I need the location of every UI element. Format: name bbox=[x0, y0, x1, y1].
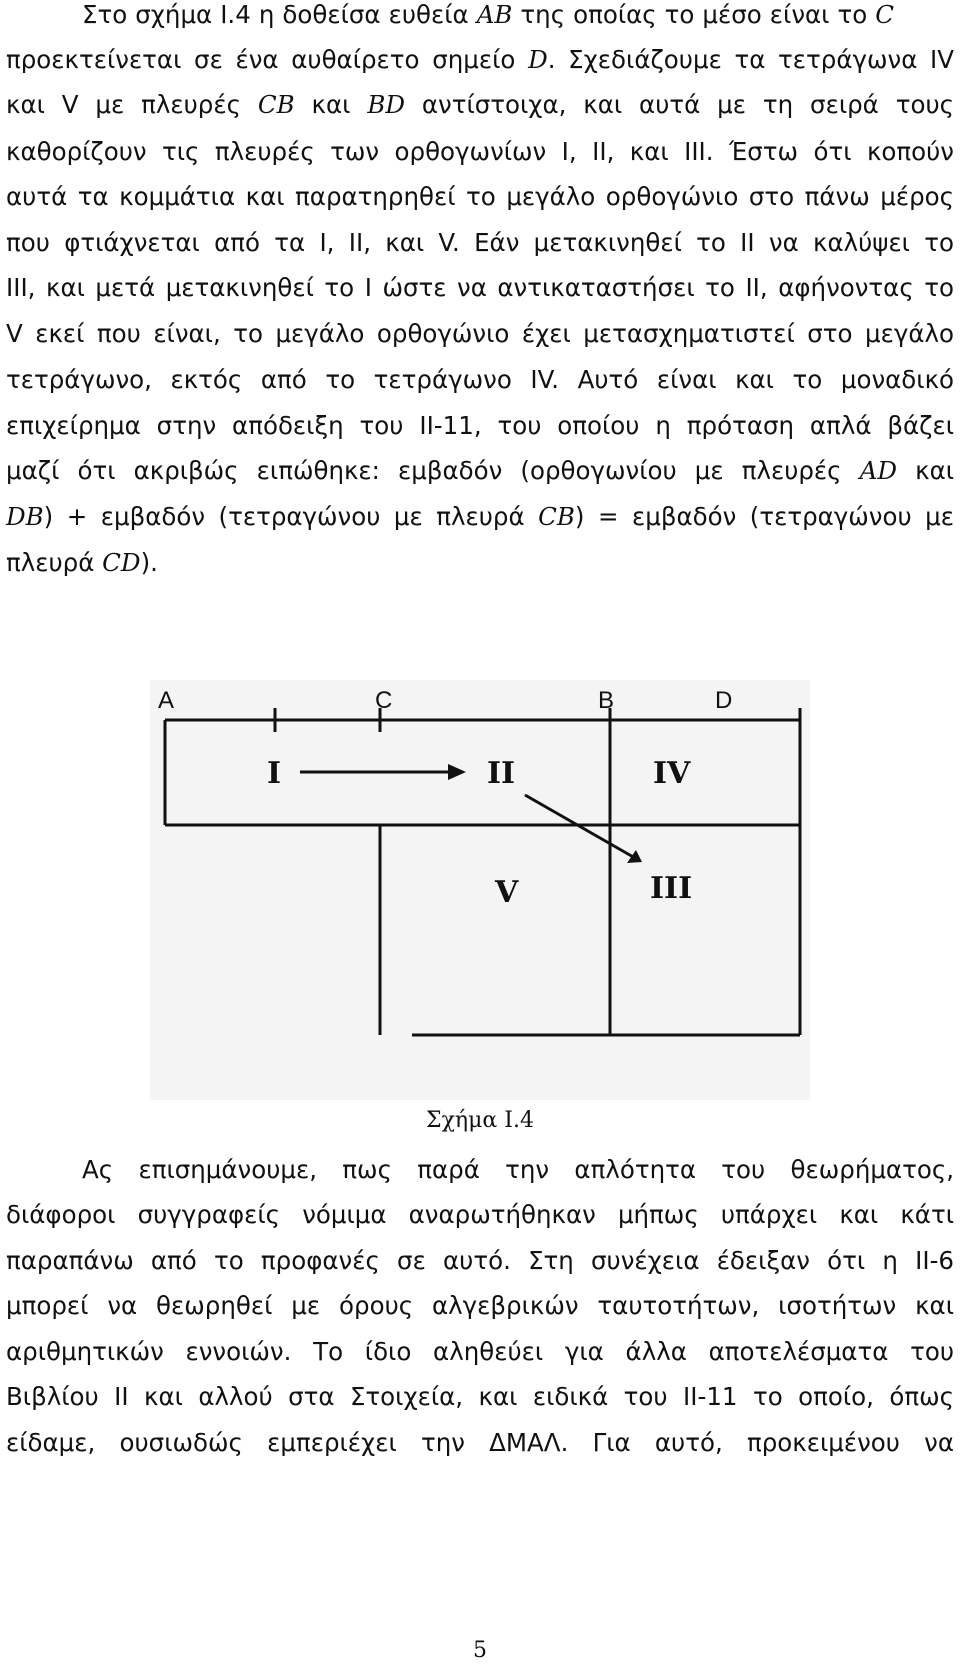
paragraph1-line5: αυτά τα κομμάτια και παρατηρηθεί το μεγάλο ορθογώνιο στο πάνω μέρος bbox=[6, 182, 954, 211]
region-label-iii: III bbox=[650, 871, 693, 906]
paragraph1-line10: επιχείρημα στην απόδειξη του II-11, του οποίου η πρόταση απλά βάζει bbox=[6, 411, 954, 440]
point-label-d: D bbox=[715, 687, 733, 714]
paragraph1-line13: πλευρά CD). bbox=[6, 548, 158, 577]
paragraph1-line12: DB) + εμβαδόν (τετραγώνου με πλευρά CB) = εμβαδόν (τετραγώνου με bbox=[6, 502, 954, 531]
paragraph2-line5: αριθμητικών εννοιών. Το ίδιο αληθεύει για άλλα αποτελέσματα του bbox=[6, 1337, 954, 1366]
paragraph1-line6: που φτιάχνεται από τα I, II, και V. Εάν μετακινηθεί το II να καλύψει το bbox=[6, 228, 954, 257]
paragraph1-line1: Στο σχήμα Ι.4 η δοθείσα ευθεία AB της οποίας το μέσο είναι το C bbox=[82, 0, 894, 29]
paragraph1-line4: καθορίζουν τις πλευρές των ορθογωνίων I, II, και III. Έστω ότι κοπούν bbox=[6, 137, 954, 166]
paragraph2-line1: Ας επισημάνουμε, πως παρά την απλότητα του θεωρήματος, bbox=[82, 1155, 954, 1184]
paragraph2-line4: μπορεί να θεωρηθεί με όρους αλγεβρικών ταυτοτήτων, ισοτήτων και bbox=[6, 1291, 954, 1320]
point-label-b: B bbox=[598, 687, 615, 714]
paragraph2-line3: παραπάνω από το προφανές σε αυτό. Στη συνέχεια έδειξαν ότι η II-6 bbox=[6, 1246, 954, 1275]
paragraph1-line2: προεκτείνεται σε ένα αυθαίρετο σημείο D. Σχεδιάζουμε τα τετράγωνα IV bbox=[6, 45, 955, 74]
paragraph2-line7: είδαμε, ουσιωδώς εμπεριέχει την ΔΜΑΛ. Για αυτό, προκειμένου να bbox=[6, 1428, 954, 1457]
figure-background bbox=[150, 680, 810, 1100]
region-label-iv: IV bbox=[653, 756, 691, 791]
paragraph1-line3: και V με πλευρές CB και BD αντίστοιχα, και αυτά με τη σειρά τους bbox=[6, 90, 955, 119]
region-label-i: I bbox=[267, 756, 282, 791]
region-label-v: V bbox=[495, 875, 519, 910]
region-label-ii: II bbox=[487, 756, 516, 791]
point-label-c: C bbox=[375, 687, 393, 714]
paragraph1-line7: III, και μετά μετακινηθεί το I ώστε να αντικαταστήσει το II, αφήνοντας το bbox=[6, 273, 954, 302]
figure-diagram bbox=[150, 680, 810, 1100]
paragraph1-line9: τετράγωνο, εκτός από το τετράγωνο IV. Αυτό είναι και το μοναδικό bbox=[6, 365, 954, 394]
page-number: 5 bbox=[473, 1638, 487, 1663]
paragraph2-line2: διάφοροι συγγραφείς νόμιμα αναρωτήθηκαν μήπως υπάρχει και κάτι bbox=[6, 1200, 954, 1229]
point-label-a: A bbox=[158, 687, 175, 714]
paragraph1-line11: μαζί ότι ακριβώς ειπώθηκε: εμβαδόν (ορθογωνίου με πλευρές AD και bbox=[6, 456, 955, 485]
paragraph1-line8: V εκεί που είναι, το μεγάλο ορθογώνιο έχει μετασχηματιστεί στο μεγάλο bbox=[6, 319, 954, 348]
figure-caption: Σχήμα Ι.4 bbox=[426, 1108, 534, 1133]
paragraph2-line6: Βιβλίου II και αλλού στα Στοιχεία, και ειδικά του II-11 το οποίο, όπως bbox=[6, 1382, 954, 1411]
